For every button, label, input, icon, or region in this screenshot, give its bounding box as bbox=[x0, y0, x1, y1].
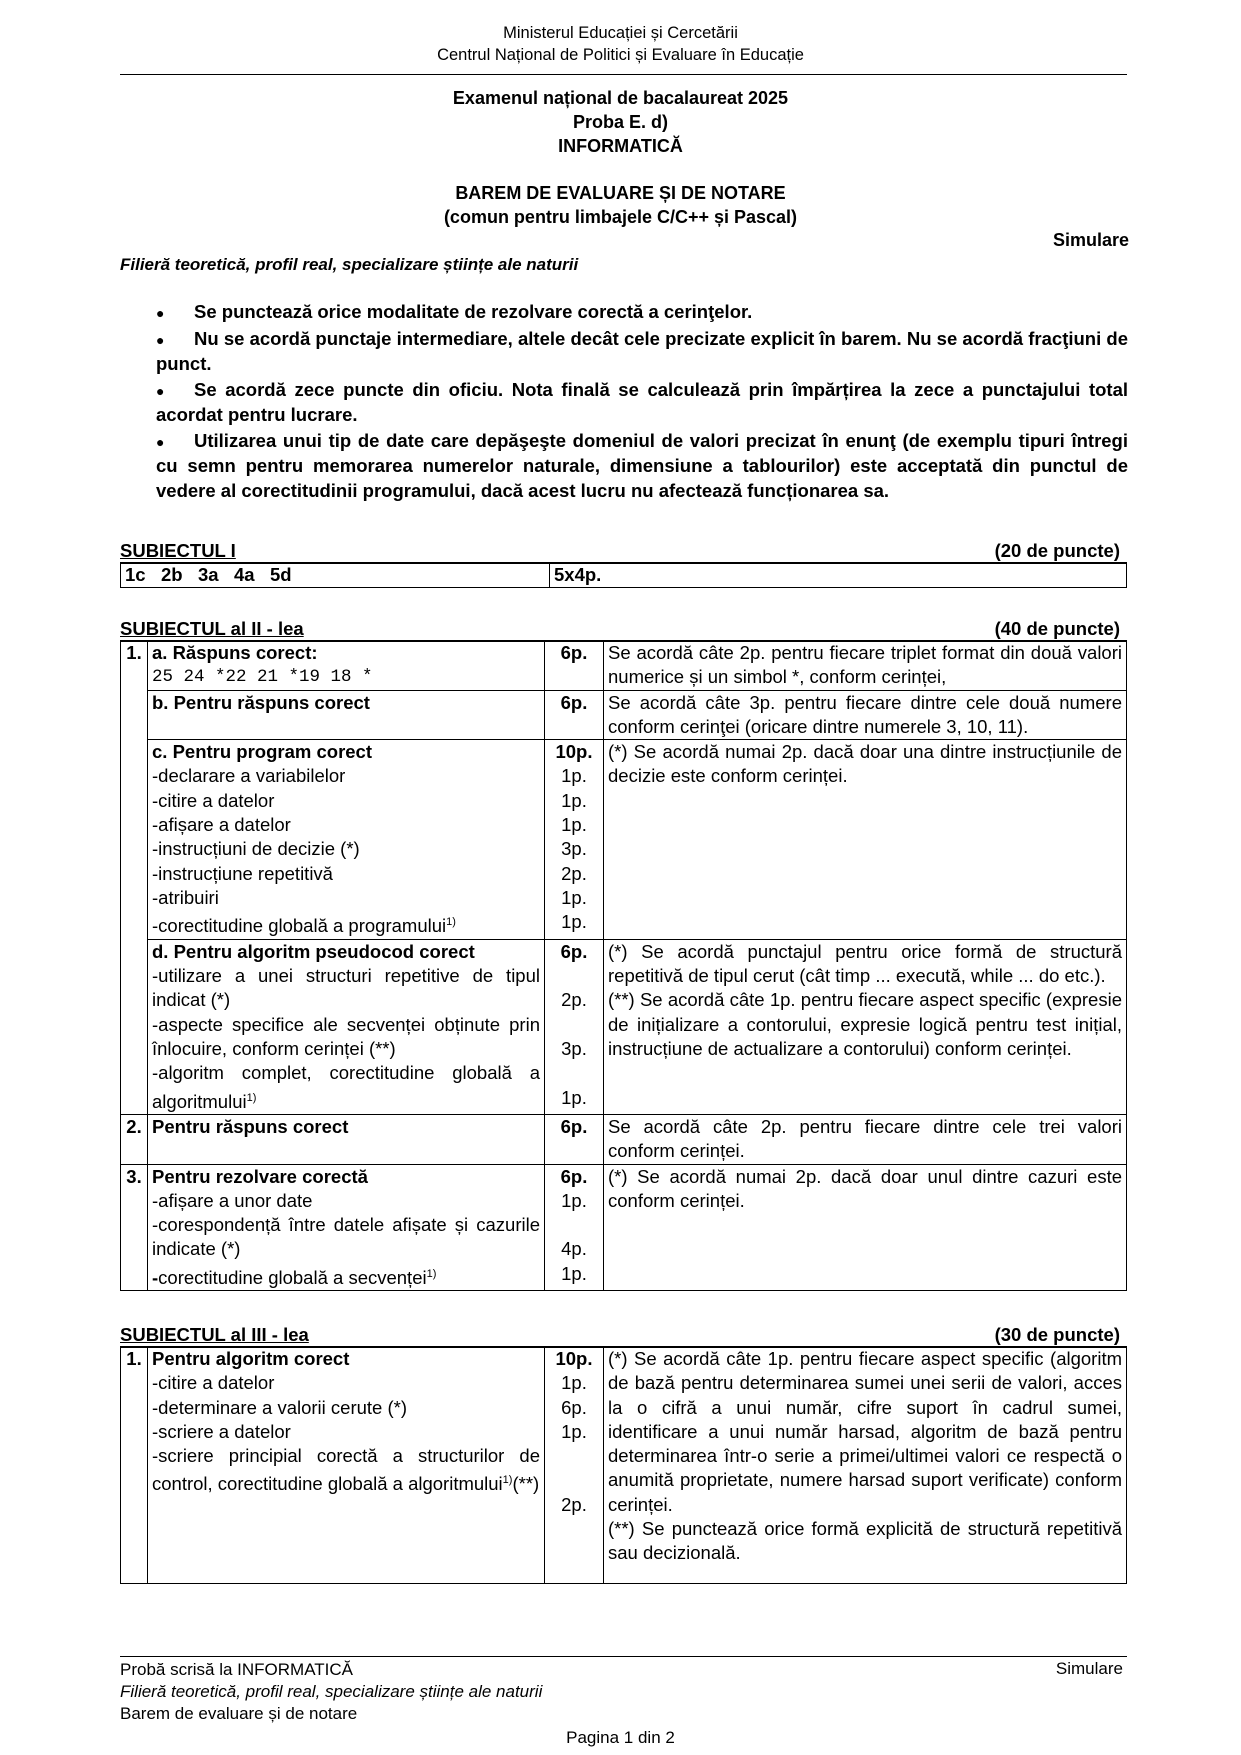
page-number: Pagina 1 din 2 bbox=[566, 1728, 675, 1747]
list-item-points: 2p. bbox=[561, 862, 587, 884]
item-1b-note: Se acordă câte 3p. pentru fiecare dintre cele două numere conform cerinţei (oricare dintre numerele 3, 10, 11). bbox=[604, 690, 1127, 740]
item-2-title: Pentru răspuns corect bbox=[148, 1114, 545, 1164]
bullet-icon: ● bbox=[156, 305, 165, 321]
list-item-points: 1p. bbox=[561, 1189, 587, 1211]
s3-item-1-notes bbox=[604, 1347, 1127, 1584]
item-1a-answer: 25 24 *22 21 *19 18 * bbox=[152, 667, 373, 688]
list-item: -afișare a datelor bbox=[152, 814, 291, 836]
item-1a-title: a. Răspuns corect: bbox=[152, 642, 318, 663]
list-item: -instrucțiune repetitivă bbox=[152, 862, 333, 884]
item-1b-title: b. Pentru răspuns corect bbox=[148, 690, 545, 740]
exam-subject: INFORMATICĂ bbox=[558, 136, 683, 156]
list-item: -corespondență între datele afișate și cazurile indicate (*) bbox=[152, 1214, 540, 1260]
item-1b-points: 6p. bbox=[545, 690, 604, 740]
item-1a-points: 6p. bbox=[545, 641, 604, 690]
exam-proba: Proba E. d) bbox=[572, 112, 668, 132]
list-item: -corectitudine globală a secvenței$^{1)}$ bbox=[152, 1266, 437, 1288]
table-row bbox=[121, 641, 1127, 690]
item-1d-cell bbox=[148, 939, 545, 1114]
item-3-cell bbox=[148, 1164, 545, 1291]
list-item: -determinare a valorii cerute (*) bbox=[152, 1396, 407, 1418]
item-number: 1. bbox=[121, 1347, 148, 1584]
item-1d-points-cell bbox=[545, 939, 604, 1114]
footnote-ref: 1) bbox=[246, 1091, 257, 1104]
subject-2-label: SUBIECTUL al II - lea bbox=[120, 618, 304, 639]
header-divider bbox=[120, 74, 1127, 75]
item-1d-notes bbox=[604, 939, 1127, 1114]
institution-header bbox=[0, 22, 1241, 66]
item-1c-cell bbox=[148, 740, 545, 940]
exam-title: Examenul național de bacalaureat 2025 bbox=[452, 88, 789, 108]
item-3-title: Pentru rezolvare corectă bbox=[152, 1165, 368, 1187]
footer-line-1: Probă scrisă la INFORMATICĂ bbox=[120, 1660, 354, 1679]
list-item: -citire a datelor bbox=[152, 789, 275, 811]
item-1c-note: (*) Se acordă numai 2p. dacă doar una dintre instrucțiunile de decizie este conform cerinței. bbox=[604, 740, 1127, 940]
list-item-points: 1p. bbox=[561, 1262, 587, 1284]
item-number: 2. bbox=[121, 1114, 148, 1164]
subject-1-table bbox=[120, 563, 1127, 588]
item-2-note: Se acordă câte 2p. pentru fiecare dintre cele trei valori conform cerinței. bbox=[604, 1114, 1127, 1164]
subject-1-label: SUBIECTUL I bbox=[120, 540, 236, 561]
barem-title-block bbox=[0, 181, 1241, 229]
list-item: -utilizare a unei structuri repetitive de tipul indicat (*) bbox=[152, 965, 540, 1011]
footer-block bbox=[120, 1659, 542, 1725]
list-item-points: 1p. bbox=[561, 1372, 587, 1394]
exam-title-block bbox=[0, 86, 1241, 158]
bullet-icon: ● bbox=[156, 433, 165, 450]
footer-simulare: Simulare bbox=[1055, 1659, 1123, 1678]
item-1d-note-2: (**) Se acordă câte 1p. pentru fiecare aspect specific (expresie de inițializare a contorului, expresie logică pentru test inițial, instrucțiune de actualizare a contorului) conform cerinței. bbox=[608, 989, 1122, 1059]
list-item-points: 2p. bbox=[561, 1493, 587, 1515]
item-2-points: 6p. bbox=[545, 1114, 604, 1164]
list-item: -declarare a variabilelor bbox=[152, 765, 346, 787]
s3-item-1-note-1: (*) Se acordă câte 1p. pentru fiecare aspect specific (algoritm de bază pentru determinarea sumei unei serii de valori, acces la o cifră a unui număr, cifre suport în cadrul sumei, identificare a unui număr harsad, algoritm de bază pentru determinarea într-o serie a primei/ultimei valori ce respectă o anumită proprietate, numere harsad suport verificate) conform cerinței. bbox=[608, 1348, 1122, 1515]
list-item: -citire a datelor bbox=[152, 1372, 275, 1394]
subject-1-points: (20 de puncte) bbox=[994, 540, 1120, 561]
subject-3-table bbox=[120, 1347, 1127, 1584]
item-1c-points: 10p. bbox=[555, 741, 593, 763]
footnote-ref: 1) bbox=[446, 916, 456, 929]
list-item-points: 1p. bbox=[561, 789, 587, 811]
item-3-note: (*) Se acordă numai 2p. dacă doar unul dintre cazuri este conform cerinței. bbox=[604, 1164, 1127, 1291]
ministry-name: Ministerul Educației și Cercetării bbox=[503, 24, 738, 42]
item-1a-cell bbox=[148, 641, 545, 690]
subject-2-points: (40 de puncte) bbox=[994, 618, 1120, 639]
list-item: -scriere principial corectă a structurilor de control, corectitudine globală a algoritmului$^{1)}$(**) bbox=[152, 1445, 540, 1495]
item-number: 3. bbox=[121, 1164, 148, 1291]
simulare-label: Simulare bbox=[1052, 230, 1129, 250]
subject-1-answers: 1c 2b 3a 4a 5d bbox=[121, 563, 550, 588]
list-item: -corectitudine globală a programului$^{1)}$ bbox=[152, 915, 456, 937]
subject-3-points: (30 de puncte) bbox=[994, 1324, 1120, 1345]
bullet-icon: ● bbox=[156, 331, 165, 348]
center-name: Centrul Național de Politici și Evaluare în Educație bbox=[437, 46, 804, 64]
subject-1-score: 5x4p. bbox=[550, 563, 1127, 588]
barem-title: BAREM DE EVALUARE ȘI DE NOTARE bbox=[455, 183, 786, 203]
table-row bbox=[121, 1164, 1127, 1291]
table-row bbox=[121, 740, 1127, 940]
rule-item: ● Se punctează orice modalitate de rezolvare corectă a cerinţelor. bbox=[156, 300, 1128, 326]
footer-line-3: Barem de evaluare și de notare bbox=[120, 1704, 358, 1723]
item-number: 1. bbox=[121, 641, 148, 1114]
subject-2-table bbox=[120, 641, 1127, 1291]
table-row bbox=[121, 1347, 1127, 1584]
item-1d-note-1: (*) Se acordă punctajul pentru orice formă de structură repetitivă de tipul cerut (cât timp ... execută, while ... do etc.). bbox=[608, 940, 1122, 987]
rule-item: ● Se acordă zece puncte din oficiu. Nota finală se calculează prin împărțirea la zece a punctajului total acordat pentru lucrare. bbox=[156, 378, 1128, 425]
table-row bbox=[121, 690, 1127, 740]
list-item-points: 4p. bbox=[561, 1238, 587, 1260]
s3-item-1-note-2: (**) Se punctează orice formă explicită de structură repetitivă sau decizională. bbox=[608, 1518, 1122, 1564]
footer-line-2: Filieră teoretică, profil real, specializare științe ale naturii bbox=[120, 1682, 543, 1701]
s3-item-1-points-cell bbox=[545, 1347, 604, 1584]
list-item-points: 1p. bbox=[561, 886, 587, 908]
barem-languages: (comun pentru limbajele C/C++ și Pascal) bbox=[443, 207, 798, 227]
list-item-points: 6p. bbox=[561, 1396, 587, 1418]
list-item: -atribuiri bbox=[152, 886, 219, 908]
item-3-points-cell bbox=[545, 1164, 604, 1291]
item-1c-points-cell bbox=[545, 740, 604, 940]
rule-item: ● Nu se acordă punctaje intermediare, altele decât cele precizate explicit în barem. Nu se acordă fracţiuni de punct. bbox=[156, 327, 1128, 374]
table-row bbox=[121, 563, 1127, 588]
list-item-points: 3p. bbox=[561, 838, 587, 860]
footer-divider bbox=[120, 1656, 1127, 1657]
list-item: -aspecte specifice ale secvenței obținute prin înlocuire, conform cerinței (**) bbox=[152, 1013, 540, 1059]
item-1d-title: d. Pentru algoritm pseudocod corect bbox=[152, 940, 475, 962]
rule-item: ● Utilizarea unui tip de date care depăşeşte domeniul de valori precizat în enunţ (de exemplu tipuri întregi cu semn pentru memorarea numerelor naturale, dimensiune a tablourilor) este acceptată din punctul de vedere al corectitudinii programului, dacă acest lucru nu afectează funcționarea sa. bbox=[156, 429, 1128, 501]
general-rules-list bbox=[156, 300, 1128, 504]
item-1d-points: 6p. bbox=[560, 940, 588, 962]
footnote-ref: 1) bbox=[426, 1267, 437, 1280]
filiera-label: Filieră teoretică, profil real, specializare științe ale naturii bbox=[120, 255, 579, 274]
s3-item-1-title: Pentru algoritm corect bbox=[152, 1348, 350, 1369]
list-item-points: 1p. bbox=[561, 911, 587, 933]
bullet-icon: ● bbox=[156, 382, 165, 399]
item-1a-note: Se acordă câte 2p. pentru fiecare triplet format din două valori numerice și un simbol *, conform cerinței, bbox=[604, 641, 1127, 690]
item-3-points: 6p. bbox=[560, 1165, 588, 1187]
s3-item-1-points: 10p. bbox=[555, 1348, 593, 1369]
list-item-points: 1p. bbox=[561, 765, 587, 787]
list-item-points: 1p. bbox=[561, 1420, 587, 1442]
list-item-points: 1p. bbox=[561, 814, 587, 836]
footnote-ref: 1) bbox=[502, 1474, 513, 1487]
list-item-points: 1p. bbox=[561, 1086, 587, 1108]
list-item: -algoritm complet, corectitudine globală a algoritmului$^{1)}$ bbox=[152, 1062, 540, 1112]
table-row bbox=[121, 939, 1127, 1114]
list-item: -scriere a datelor bbox=[152, 1420, 291, 1442]
list-item: -afișare a unor date bbox=[152, 1189, 313, 1211]
table-row bbox=[121, 1114, 1127, 1164]
list-item-points: 3p. bbox=[561, 1037, 587, 1059]
s3-item-1-cell bbox=[148, 1347, 545, 1584]
item-1c-title: c. Pentru program corect bbox=[152, 741, 373, 763]
list-item: -instrucțiuni de decizie (*) bbox=[152, 838, 360, 860]
subject-3-label: SUBIECTUL al III - lea bbox=[120, 1324, 309, 1345]
list-item-points: 2p. bbox=[561, 989, 587, 1011]
